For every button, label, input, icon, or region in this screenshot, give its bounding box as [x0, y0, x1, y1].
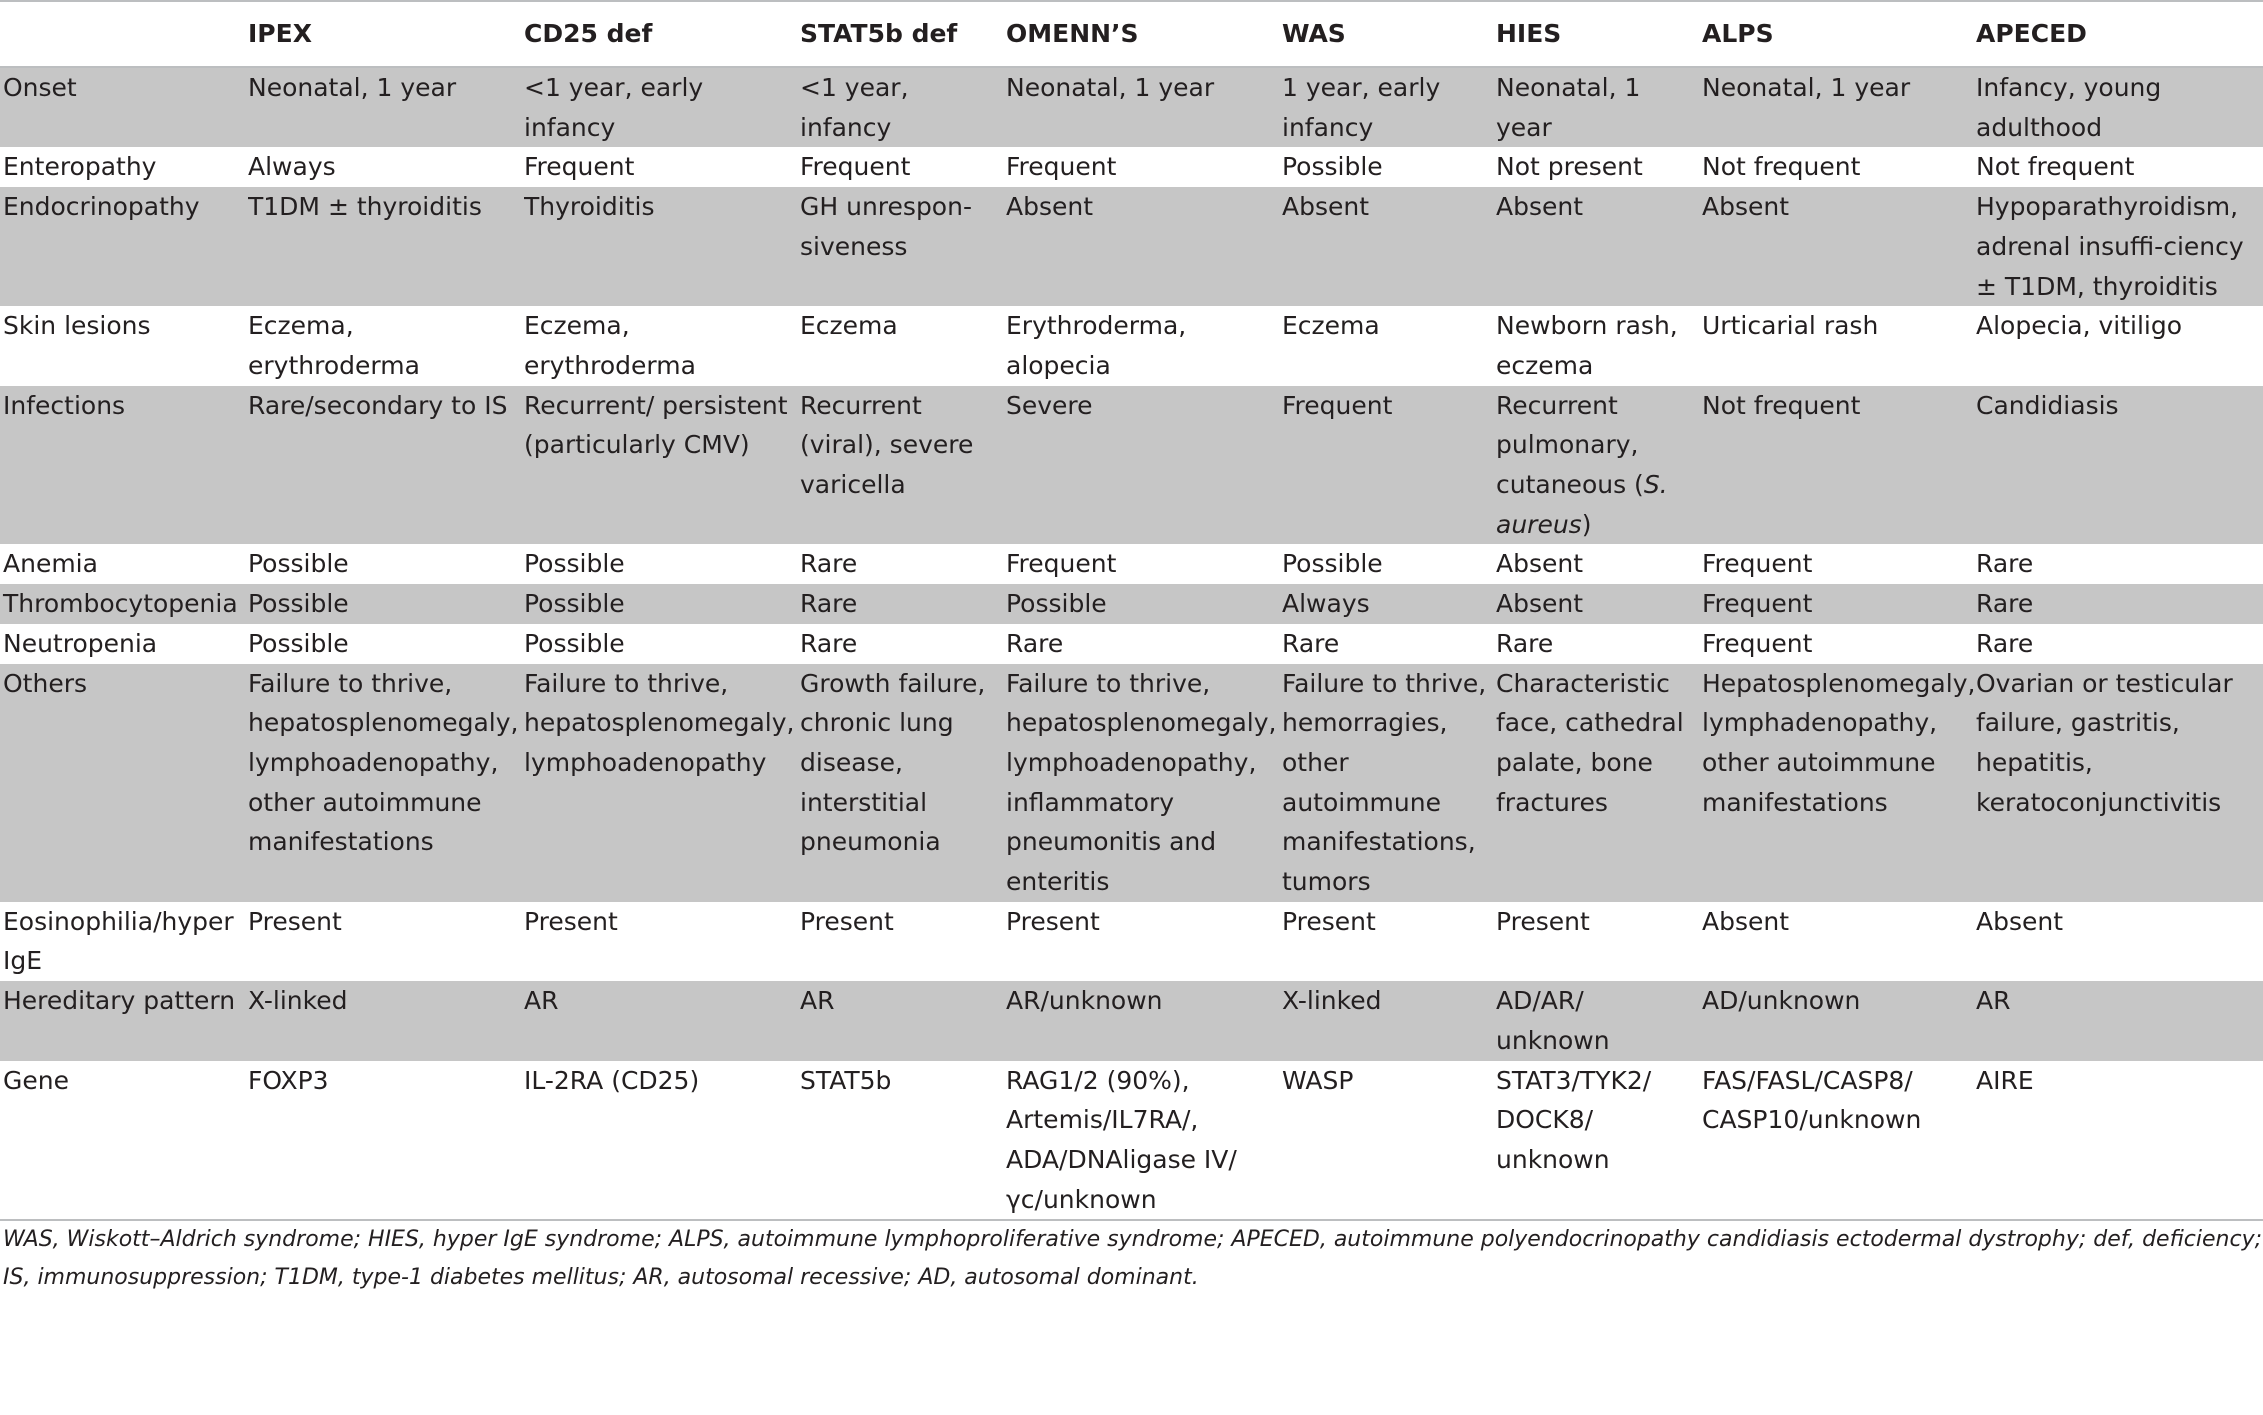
table-cell: Infancy, young adulthood: [1976, 67, 2263, 147]
table-cell: Neonatal, 1 year: [1006, 67, 1282, 147]
column-header: ALPS: [1702, 19, 1774, 48]
table-cell: Neonatal, 1 year: [1496, 67, 1702, 147]
column-header: OMENN’S: [1006, 19, 1139, 48]
table-cell: Always: [1282, 584, 1496, 624]
table-cell: Not present: [1496, 152, 1643, 182]
column-header: WAS: [1282, 19, 1346, 48]
table-cell: Alopecia, vitiligo: [1976, 311, 2183, 341]
row-label: Neutropenia: [3, 628, 158, 658]
row-label: Gene: [3, 1065, 69, 1095]
row-label: Others: [0, 664, 248, 902]
table-cell: Rare/secondary to IS: [248, 386, 524, 545]
table-cell: Always: [248, 152, 336, 182]
table-cell: RAG1/2 (90%), Artemis/IL7RA/, ADA/DNAligase IV/γc/unknown: [1006, 1065, 1237, 1214]
table-cell: Possible: [1282, 549, 1383, 579]
table-cell: Absent: [1702, 906, 1790, 936]
table-cell: Characteristic face, cathedral palate, bone fractures: [1496, 664, 1702, 902]
table-cell: Not frequent: [1702, 152, 1861, 182]
table-cell: Rare: [1282, 628, 1340, 658]
table-cell: Absent: [1496, 549, 1584, 579]
table-row: [0, 624, 2263, 664]
table-cell: Present: [1496, 906, 1590, 936]
table-cell: Possible: [524, 628, 625, 658]
table-cell: Present: [1006, 906, 1100, 936]
row-label: Thrombocytopenia: [0, 584, 248, 624]
column-header: IPEX: [248, 19, 312, 48]
table-cell: AD/AR/ unknown: [1496, 981, 1702, 1060]
table-cell: Hepatosplenomegaly, lymphadenopathy, other autoimmune manifestations: [1702, 664, 1976, 902]
table-row: [0, 67, 2263, 147]
table-cell: X-linked: [248, 981, 524, 1060]
table-row: [0, 902, 2263, 981]
column-header-blank: [0, 1, 248, 67]
row-label: Eosinophilia/hyper IgE: [3, 906, 234, 976]
table-cell: Frequent: [1282, 386, 1496, 545]
table-cell: Not frequent: [1702, 386, 1976, 545]
table-cell: AR: [800, 981, 1006, 1060]
table-cell: Eczema: [800, 311, 898, 341]
table-cell: AIRE: [1976, 1065, 2034, 1095]
table-cell: Neonatal, 1 year: [1702, 67, 1976, 147]
table-row: [0, 306, 2263, 385]
table-cell: WASP: [1282, 1065, 1354, 1095]
row-label: Endocrinopathy: [0, 187, 248, 306]
table-cell: Thyroiditis: [524, 187, 800, 306]
table-cell: Rare: [800, 549, 858, 579]
table-cell: Frequent: [524, 152, 635, 182]
table-cell: Urticarial rash: [1702, 311, 1879, 341]
table-cell: Present: [524, 906, 618, 936]
table-cell: Frequent: [1702, 584, 1976, 624]
table-cell: AR: [1976, 981, 2263, 1060]
table-cell: <1 year, infancy: [800, 67, 1006, 147]
column-header: APECED: [1976, 19, 2087, 48]
table-cell: Rare: [800, 584, 1006, 624]
table-cell: X-linked: [1282, 981, 1496, 1060]
table-cell: Not frequent: [1976, 152, 2135, 182]
table-cell: Frequent: [1006, 549, 1117, 579]
column-header: CD25 def: [524, 19, 653, 48]
table-cell: AR: [524, 981, 800, 1060]
table-cell: Recurrent pulmonary, cutaneous (S. aureus): [1496, 386, 1702, 545]
table-cell: Growth failure, chronic lung disease, interstitial pneumonia: [800, 664, 1006, 902]
table-row: [0, 386, 2263, 545]
species-name: S. aureus: [1496, 470, 1668, 539]
table-cell: Possible: [524, 584, 800, 624]
table-cell: Possible: [248, 628, 349, 658]
table-row: [0, 187, 2263, 306]
table-cell: FAS/FASL/CASP8/ CASP10/unknown: [1702, 1065, 1922, 1135]
table-cell: Possible: [248, 549, 349, 579]
table-cell: T1DM ± thyroiditis: [248, 187, 524, 306]
table-cell: STAT3/TYK2/ DOCK8/ unknown: [1496, 1065, 1652, 1174]
table-cell: Erythroderma, alopecia: [1006, 311, 1187, 380]
table-cell: Eczema, erythroderma: [248, 311, 420, 380]
table-cell: Eczema, erythroderma: [524, 311, 696, 380]
table-cell: FOXP3: [248, 1065, 329, 1095]
table-cell: Possible: [1282, 152, 1383, 182]
table-cell: Rare: [1006, 628, 1064, 658]
table-footnote: WAS, Wiskott–Aldrich syndrome; HIES, hyper IgE syndrome; ALPS, autoimmune lymphoproliferative syndrome; APECED, autoimmune polyendocrinopathy candidiasis ectodermal dystrophy; def, deficiency; IS, immunosuppression; T1DM, type-1 diabetes mellitus; AR, autosomal recessive; AD, autosomal dominant.: [3, 1227, 2263, 1291]
table-body: [0, 67, 2263, 1220]
table-cell: Frequent: [1702, 549, 1813, 579]
table-cell: Absent: [1496, 584, 1702, 624]
table-cell: 1 year, early infancy: [1282, 67, 1496, 147]
table-cell: Neonatal, 1 year: [248, 67, 524, 147]
header-row: [0, 1, 2263, 67]
table-cell: Absent: [1702, 187, 1976, 306]
table-cell: STAT5b: [800, 1065, 892, 1095]
table-cell: Recurrent/ persistent (particularly CMV): [524, 386, 800, 545]
table-cell: GH unrespon-siveness: [800, 187, 1006, 306]
row-label: Anemia: [3, 549, 98, 579]
table-cell: Rare: [1496, 628, 1554, 658]
row-label: Skin lesions: [3, 311, 151, 341]
table-cell: Frequent: [1702, 628, 1813, 658]
footnote-row: [0, 1220, 2263, 1297]
table-cell: Possible: [248, 584, 524, 624]
table-cell: AR/unknown: [1006, 981, 1282, 1060]
table-cell: Possible: [1006, 584, 1282, 624]
table-cell: Ovarian or testicular failure, gastritis, hepatitis, keratoconjunctivitis: [1976, 664, 2263, 902]
table-cell: IL-2RA (CD25): [524, 1065, 700, 1095]
table-cell: AD/unknown: [1702, 981, 1976, 1060]
row-label: Enteropathy: [3, 152, 157, 182]
table-row: [0, 147, 2263, 187]
table-cell: Recurrent (viral), severe varicella: [800, 386, 1006, 545]
table-cell: Frequent: [800, 152, 911, 182]
table-cell: Possible: [524, 549, 625, 579]
table-cell: Failure to thrive, hepatosplenomegaly, lymphoadenopathy: [524, 664, 800, 902]
table-cell: Present: [1282, 906, 1376, 936]
table-cell: Newborn rash, eczema: [1496, 311, 1678, 380]
table-cell: Eczema: [1282, 311, 1380, 341]
table-cell: Absent: [1006, 187, 1282, 306]
column-header: HIES: [1496, 19, 1562, 48]
table-cell: Failure to thrive, hepatosplenomegaly, lymphoadenopathy, other autoimmune manifestations: [248, 664, 524, 902]
table-cell: Present: [248, 906, 342, 936]
table-row: [0, 544, 2263, 584]
table-cell: Present: [800, 906, 894, 936]
table-cell: Absent: [1976, 906, 2064, 936]
table-cell: Rare: [1976, 549, 2034, 579]
table-cell: <1 year, early infancy: [524, 67, 800, 147]
table-cell: Failure to thrive, hepatosplenomegaly, lymphoadenopathy, inflammatory pneumonitis and enteritis: [1006, 664, 1282, 902]
table-cell: Frequent: [1006, 152, 1117, 182]
column-header: STAT5b def: [800, 19, 958, 48]
table-row: [0, 584, 2263, 624]
table-cell: Hypoparathyroidism, adrenal insuffi-ciency ± T1DM, thyroiditis: [1976, 187, 2263, 306]
row-label: Onset: [0, 67, 248, 147]
table-row: [0, 1061, 2263, 1221]
table-cell: Failure to thrive, hemorragies, other autoimmune manifestations, tumors: [1282, 664, 1496, 902]
table-cell: Rare: [1976, 584, 2263, 624]
table-cell: Severe: [1006, 386, 1282, 545]
row-label: Infections: [0, 386, 248, 545]
row-label: Hereditary pattern: [0, 981, 248, 1060]
table-cell: Rare: [800, 628, 858, 658]
table-cell: Absent: [1282, 187, 1496, 306]
table-cell: Absent: [1496, 187, 1702, 306]
table-row: [0, 664, 2263, 902]
table-cell: Rare: [1976, 628, 2034, 658]
table-cell: Candidiasis: [1976, 386, 2263, 545]
table-row: [0, 981, 2263, 1060]
